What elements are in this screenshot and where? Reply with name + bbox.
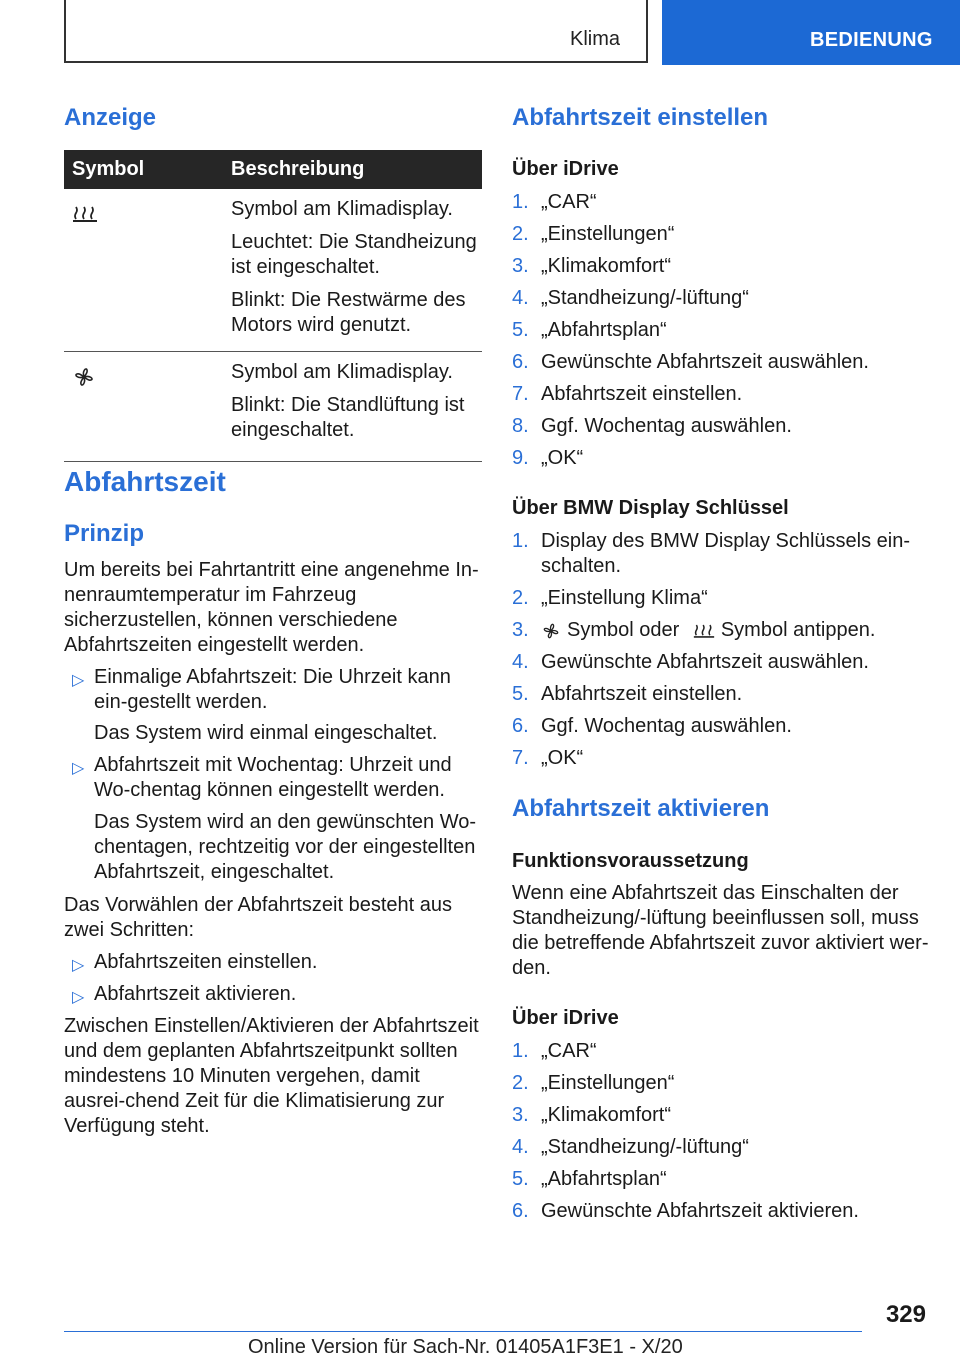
description-line: Symbol am Klimadisplay. (231, 198, 453, 220)
table-row (64, 352, 482, 462)
key-subheading: Über BMW Display Schlüssel (512, 497, 789, 519)
fv-text: Wenn eine Abfahrtszeit das Einschalten der Standheizung/-lüftung beeinflussen soll, muss die betreffende Abfahrtszeit zuvor aktiviert wer-den. (512, 882, 929, 979)
zwischen-text: Zwischen Einstellen/Aktivieren der Abfahrtszeit und dem geplanten Abfahrtszeitpunkt sollten mindestens 10 Minuten vergehen, damit ausrei-chend Zeit für die Klimatisierung zur Verfügung steht. (64, 1015, 479, 1137)
triangle-bullet-icon: ▷ (72, 672, 85, 689)
fv-subheading: Funktionsvoraussetzung (512, 850, 749, 872)
triangle-bullet-icon: ▷ (72, 957, 85, 974)
chapter-label: BEDIENUNG (810, 29, 933, 51)
prinzip-text: Um bereits bei Fahrtantritt eine angenehme In-nenraumtemperatur im Fahrzeug sicherzustellen, können verschiedene Abfahrtszeiten eingestellt werden. (64, 559, 479, 656)
anzeige-heading: Anzeige (64, 104, 157, 131)
triangle-bullet-icon: ▷ (72, 760, 85, 777)
prinzip-heading: Prinzip (64, 520, 145, 547)
section-label: Klima (569, 28, 620, 50)
description-line: Blinkt: Die Standlüftung ist eingeschaltet. (231, 394, 465, 441)
page-number: 329 (885, 1301, 926, 1328)
symbol-table (64, 150, 482, 462)
description-line: Blinkt: Die Restwärme des Motors wird genutzt. (231, 289, 466, 336)
fan-icon (72, 365, 96, 389)
header-box (64, 0, 648, 63)
online-version-note: Online Version für Sach-Nr. 01405A1F3E1 - X/20 (248, 1336, 683, 1358)
table-row (64, 189, 482, 352)
vorwahl-text: Das Vorwählen der Abfahrtszeit besteht aus zwei Schritten: (64, 894, 453, 941)
idrive2-subheading: Über iDrive (512, 1007, 619, 1029)
heater-icon (693, 622, 715, 640)
col-symbol-header: Symbol (64, 150, 231, 189)
einstellen-heading: Abfahrtszeit einstellen (512, 104, 769, 131)
heater-icon (72, 204, 98, 224)
idrive-subheading: Über iDrive (512, 158, 619, 180)
description-line: Symbol am Klimadisplay. (231, 361, 453, 383)
fan-icon (541, 621, 561, 641)
footer-divider (64, 1331, 862, 1332)
chapter-tab (662, 0, 960, 65)
triangle-bullet-icon: ▷ (72, 989, 85, 1006)
col-description-header: Beschreibung (231, 150, 482, 189)
description-line: Leuchtet: Die Standheizung ist eingeschaltet. (231, 231, 477, 278)
abfahrtszeit-heading: Abfahrtszeit (64, 466, 226, 497)
aktivieren-heading: Abfahrtszeit aktivieren (512, 795, 770, 822)
